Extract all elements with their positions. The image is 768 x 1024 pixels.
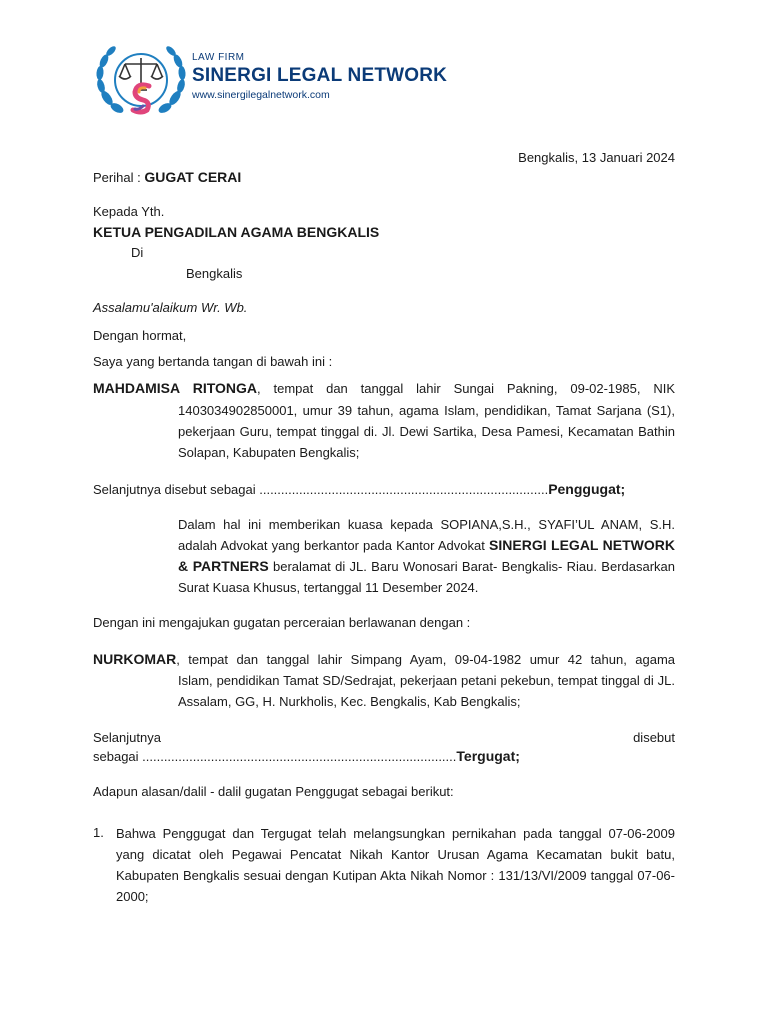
- reason-number: 1.: [93, 825, 104, 840]
- defendant-designation-prefix: sebagai .......................................................................................: [93, 749, 457, 764]
- defendant-name: NURKOMAR: [93, 651, 177, 667]
- plaintiff-first-line: [93, 378, 675, 399]
- firm-website: www.sinergilegalnetwork.com: [192, 89, 330, 101]
- firm-name: SINERGI LEGAL NETWORK: [192, 65, 448, 86]
- plaintiff-designation-prefix: Selanjutnya disebut sebagai ................................................................................: [93, 482, 549, 497]
- recipient-di: Di: [131, 245, 144, 260]
- proxy-part1: Dalam hal ini memberikan kuasa kepada SOPIANA,S.H., SYAFI’UL ANAM, S.H. adalah Advokat yang berkantor pada Kantor Advokat: [178, 517, 675, 553]
- recipient-to: Kepada Yth.: [93, 204, 165, 219]
- proxy-paragraph: [178, 514, 675, 598]
- letter-date: Bengkalis, 13 Januari 2024: [518, 150, 675, 165]
- defendant-designation-line1-right: disebut: [633, 730, 675, 745]
- scales-of-justice-laurel-icon: [93, 40, 189, 122]
- reason-text: Bahwa Penggugat dan Tergugat telah melangsungkan pernikahan pada tanggal 07-06-2009 yang dicatat oleh Pegawai Pencatat Nikah Kantor Urusan Agama Kecamatan bukit batu, Kabupaten Bengkalis sesuai dengan Kutipan Akta Nikah Nomor : 131/13/VI/2009 tanggal 07-06-2000;: [116, 826, 675, 904]
- against-intro: Dengan ini mengajukan gugatan perceraian berlawanan dengan :: [93, 615, 471, 630]
- plaintiff-details: 1403034902850001, umur 39 tahun, agama Islam, pendidikan, Tamat Sarjana (S1), pekerjaan Guru, tempat tinggal di. Jl. Dewi Sartika, Desa Pamesi, Kecamatan Bathin Solapan, Kabupaten Bengkalis;: [178, 403, 675, 460]
- opening: Dengan hormat,: [93, 328, 187, 343]
- plaintiff-name: MAHDAMISA RITONGA: [93, 380, 258, 396]
- defendant-designation-label: Tergugat;: [456, 748, 520, 764]
- recipient-place: Bengkalis: [186, 266, 243, 281]
- plaintiff-designation: [93, 479, 625, 500]
- greeting: Assalamu'alaikum Wr. Wb.: [93, 300, 248, 315]
- defendant-designation-line1-left: Selanjutnya: [93, 730, 161, 745]
- plaintiff-details-first: , tempat dan tanggal lahir Sungai Pakning, 09-02-1985, NIK: [257, 381, 675, 396]
- reasons-intro: Adapun alasan/dalil - dalil gugatan Penggugat sebagai berikut:: [93, 784, 454, 799]
- intro: Saya yang bertanda tangan di bawah ini :: [93, 354, 333, 369]
- proxy-part2: beralamat di JL. Baru Wonosari Barat- Bengkalis- Riau. Berdasarkan Surat Kuasa Khusus, tertanggal 11 Desember 2024.: [178, 559, 676, 595]
- proxy-firm: SINERGI LEGAL NETWORK & PARTNERS: [178, 537, 675, 574]
- recipient-name: KETUA PENGADILAN AGAMA BENGKALIS: [93, 224, 380, 240]
- plaintiff-designation-label: Penggugat;: [548, 481, 626, 497]
- subject-line: [93, 167, 241, 188]
- subject-label: Perihal :: [93, 170, 145, 185]
- firm-type: LAW FIRM: [192, 52, 245, 63]
- defendant-details-first: , tempat dan tanggal lahir Simpang Ayam, 09-04-1982 umur 42 tahun, agama: [176, 652, 675, 667]
- subject-value: GUGAT CERAI: [144, 169, 242, 185]
- firm-header: [192, 52, 447, 102]
- defendant-details: Islam, pendidikan Tamat SD/Sedrajat, pekerjaan petani pekebun, tempat tinggal di JL. Assalam, GG, H. Nurkholis, Kec. Bengkalis, Kab Bengkalis;: [178, 673, 675, 709]
- defendant-designation: [93, 746, 520, 767]
- defendant-first-line: [93, 649, 675, 670]
